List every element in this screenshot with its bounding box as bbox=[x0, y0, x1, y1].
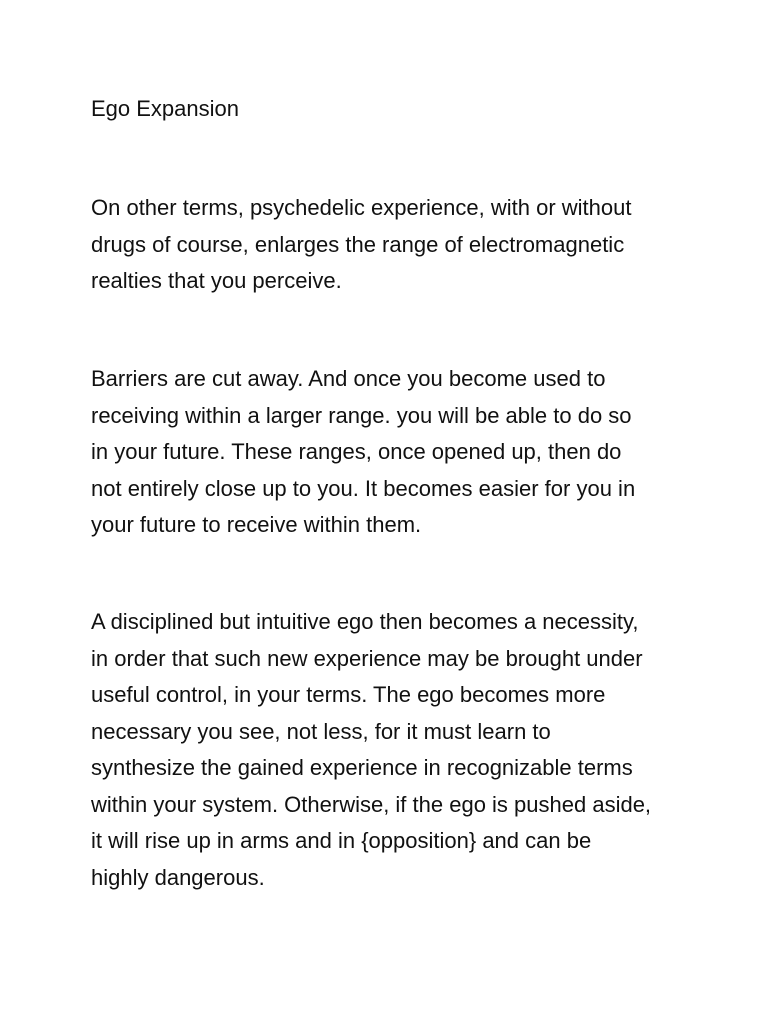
paragraph-line: within your system. Otherwise, if the ego is pushed aside, bbox=[91, 791, 652, 817]
document-title bbox=[91, 91, 691, 128]
paragraph-1 bbox=[91, 190, 691, 300]
paragraph-line: not entirely close up to you. It becomes easier for you in bbox=[91, 475, 636, 501]
title-line: Ego Expansion bbox=[91, 96, 239, 121]
paragraph-line: receiving within a larger range. you will be able to do so bbox=[91, 402, 632, 428]
paragraph-line: in your future. These ranges, once opened up, then do bbox=[91, 439, 622, 464]
paragraph-line: necessary you see, not less, for it must learn to bbox=[91, 718, 551, 744]
paragraph-line: synthesize the gained experience in recognizable terms bbox=[91, 755, 633, 780]
paragraph-3 bbox=[91, 604, 691, 896]
paragraph-line: On other terms, psychedelic experience, with or without bbox=[91, 195, 632, 220]
paragraph-line: A disciplined but intuitive ego then becomes a necessity, bbox=[91, 609, 639, 634]
paragraph-line: useful control, in your terms. The ego becomes more bbox=[91, 682, 606, 707]
paragraph-line: drugs of course, enlarges the range of electromagnetic bbox=[91, 231, 625, 257]
paragraph-line: it will rise up in arms and in {opposition} and can be bbox=[91, 828, 592, 853]
paragraph-line: highly dangerous. bbox=[91, 864, 265, 890]
paragraph-line: your future to receive within them. bbox=[91, 512, 422, 537]
paragraph-line: Barriers are cut away. And once you become used to bbox=[91, 366, 606, 391]
paragraph-2 bbox=[91, 361, 691, 544]
paragraph-line: in order that such new experience may be brought under bbox=[91, 645, 643, 671]
paragraph-line: realties that you perceive. bbox=[91, 268, 342, 293]
